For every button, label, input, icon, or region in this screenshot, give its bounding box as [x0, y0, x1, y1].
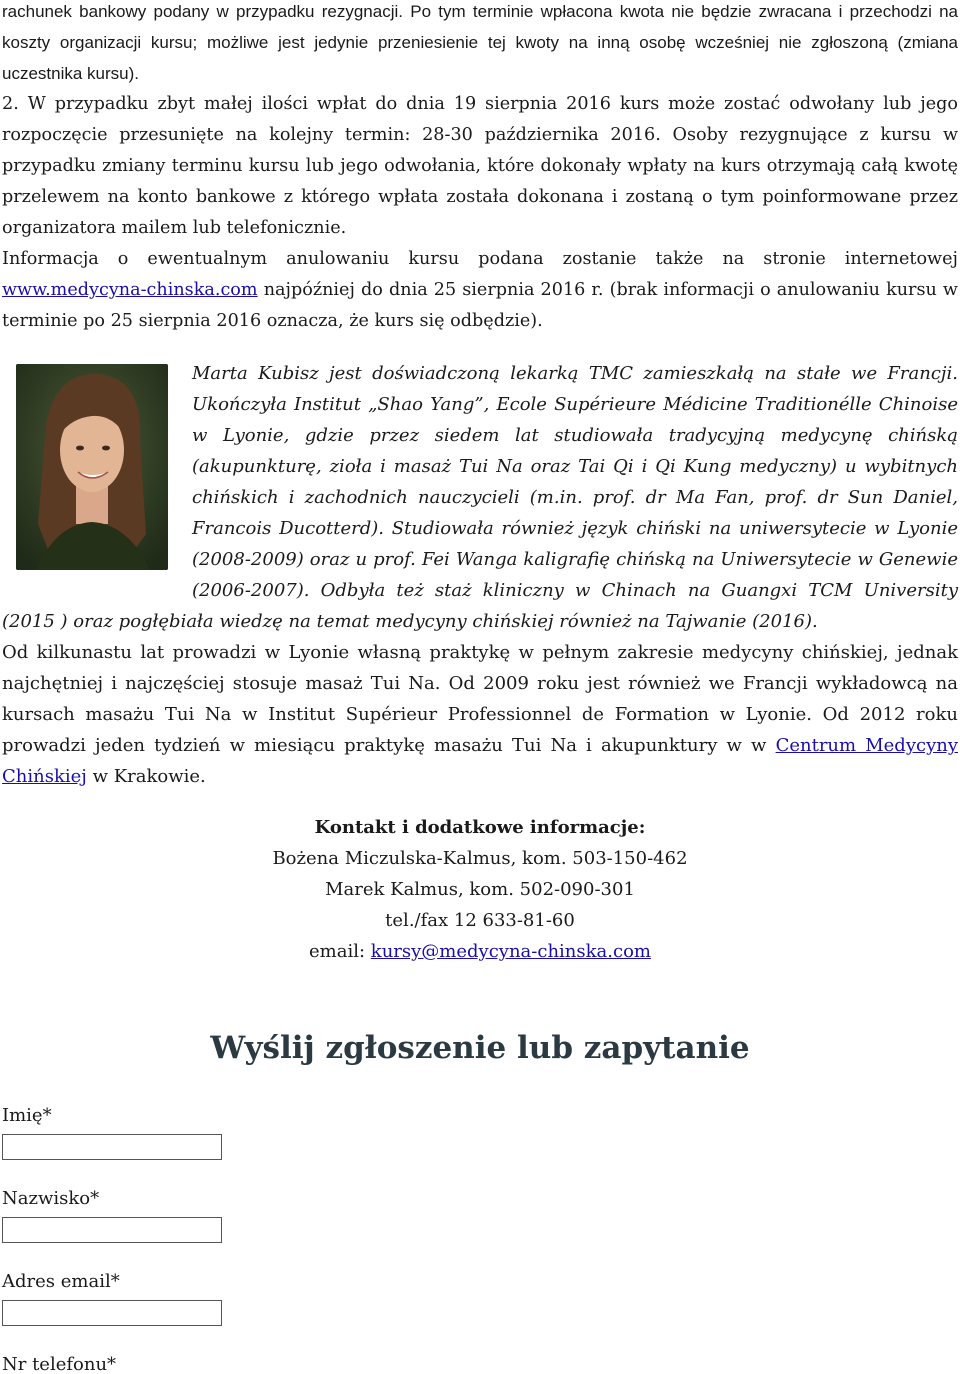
- cancel-info-text: [2, 244, 958, 337]
- website-link[interactable]: www.medycyna-chinska.com: [2, 280, 258, 300]
- instructor-bio: [2, 358, 958, 637]
- contact-person-1: Bożena Miczulska-Kalmus, kom. 503-150-462: [272, 848, 688, 869]
- instructor-photo: [16, 364, 168, 570]
- contact-phone: tel./fax 12 633-81-60: [385, 910, 575, 931]
- practice-paragraph: [2, 637, 958, 792]
- contact-email: [0, 936, 960, 967]
- refund-text-b: Po tym terminie wpłacona kwota nie będzie zwracana i przechodzi na koszty organizacji kursu; możliwe jest jedynie przeniesienie tej kwoty na inną osobę wcześniej nie zgłoszoną (zmiana uczestnika kursu).: [2, 2, 959, 83]
- cancellation-paragraph: [2, 89, 958, 244]
- practice-text: [2, 637, 958, 792]
- cancellation-text-a: 2. W przypadku zbyt małej ilości wpłat do dnia 19 sierpnia 2016 kurs może zostać odwołany lub jego rozpoczęcie przesunięte na kolejny termin: 28-30 października 2016.: [2, 94, 958, 145]
- contact-block: [0, 812, 960, 967]
- last-name-input[interactable]: [2, 1217, 222, 1243]
- email-label-field: Adres email*: [2, 1271, 120, 1292]
- refund-text: [2, 0, 958, 89]
- portrait-image: [16, 364, 168, 570]
- center-link[interactable]: Centrum Medycyny Chińskiej: [2, 735, 959, 787]
- practice-pre: Od kilkunastu lat prowadzi w Lyonie własną praktykę w pełnym zakresie medycyny chińskiej, jednak najchętniej i najczęściej stosuje masaż Tui Na. Od 2009 roku jest również we Francji wykładowcą na kursach masażu Tui Na w Institut Supérieur Professionnel de Formation w Lyonie. Od 2012 roku prowadzi jeden tydzień w miesiącu praktykę masażu Tui Na i akupunktury w w: [2, 642, 958, 756]
- email-input[interactable]: [2, 1300, 222, 1326]
- email-label: email:: [309, 941, 371, 962]
- contact-person-2: Marek Kalmus, kom. 502-090-301: [325, 879, 635, 900]
- form-title: Wyślij zgłoszenie lub zapytanie: [210, 1030, 750, 1066]
- email-link[interactable]: kursy@medycyna-chinska.com: [370, 941, 651, 962]
- cancel-info-paragraph: [2, 244, 958, 337]
- cancellation-text: [2, 89, 958, 244]
- last-name-label: Nazwisko*: [2, 1188, 100, 1209]
- refund-text-a: rachunek bankowy podany w przypadku rezygnacji.: [2, 2, 403, 21]
- refund-paragraph: [2, 0, 958, 89]
- first-name-input[interactable]: [2, 1134, 222, 1160]
- cancellation-text-b: Osoby rezygnujące z kursu w przypadku zmiany terminu kursu lub jego odwołania, które dokonały wpłaty na kurs otrzymają całą kwotę przelewem na konto bankowe z którego wpłata została dokonana i zostaną o tym poinformowane przez organizatora mailem lub telefonicznie.: [2, 125, 958, 238]
- first-name-label: Imię*: [2, 1105, 52, 1126]
- contact-heading: Kontakt i dodatkowe informacje:: [314, 817, 646, 838]
- bio-text: Marta Kubisz jest doświadczoną lekarką TMC zamieszkałą na stałe we Francji. Ukończyła Institut „Shao Yang”, Ecole Supérieure Médicine Traditionélle Chinoise w Lyonie, gdzie przez siedem lat studiowała tradycyjną medycynę chińską (akupunkturę, zioła i masaż Tui Na oraz Tai Qi i Qi Kung medyczny) u wybitnych chińskich i zachodnich nauczycieli (m.in. prof. dr Ma Fan, prof. dr Sun Daniel, Francois Ducotterd). Studiowała również język chiński na uniwersytecie w Lyonie (2008-2009) oraz u prof. Fei Wanga kaligrafię chińską na Uniwersytecie w Genewie (2006-2007). Odbyła też staż kliniczny w Chinach na Guangxi TCM University (2015 ) oraz pogłębiała wiedzę na temat medycyny chińskiej również na Tajwanie (2016).: [2, 363, 958, 632]
- phone-label: Nr telefonu*: [2, 1354, 117, 1374]
- cancel-info-post: najpóźniej do dnia 25 sierpnia 2016 r. (brak informacji o anulowaniu kursu w terminie po 25 sierpnia 2016 oznacza, że kurs się odbędzie).: [2, 280, 958, 331]
- cancel-info-pre: Informacja o ewentualnym anulowaniu kursu podana zostanie także na stronie internetowej: [2, 249, 958, 269]
- practice-post: w Krakowie.: [86, 766, 206, 787]
